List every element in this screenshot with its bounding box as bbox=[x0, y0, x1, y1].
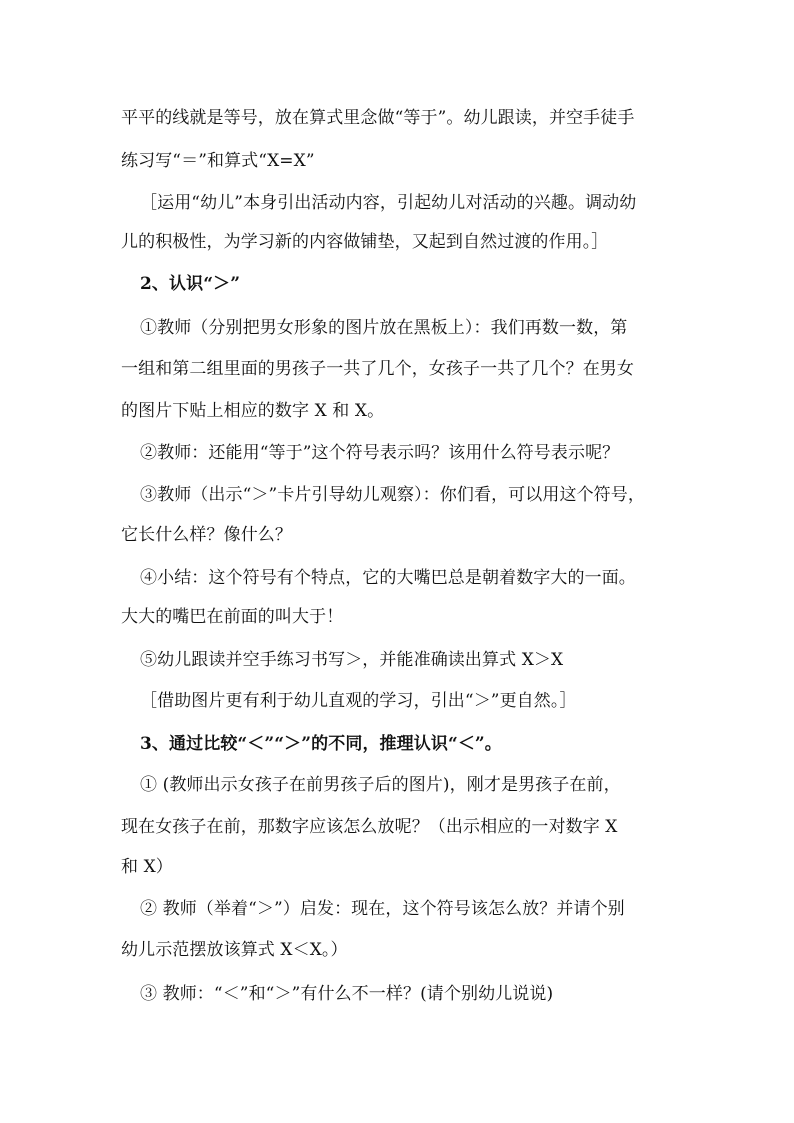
paragraph-line-1: 平平的线就是等号，放在算式里念做“等于”。幼儿跟读，并空手徒手 bbox=[121, 108, 635, 128]
step-4-line-1: ④小结：这个符号有个特点，它的大嘴巴总是朝着数字大的一面。 bbox=[140, 568, 636, 588]
step-5-line-1: ⑤幼儿跟读并空手练习书写＞，并能准确读出算式 X＞X bbox=[140, 650, 564, 670]
annotation-line-1: ［运用“幼儿”本身引出活动内容，引起幼儿对活动的兴趣。调动幼 bbox=[140, 193, 637, 213]
step-4-line-2: 大大的嘴巴在前面的叫大于！ bbox=[121, 607, 344, 627]
step-1-line-3: 的图片下贴上相应的数字 X 和 X。 bbox=[121, 401, 385, 421]
annotation-line-3: ［借助图片更有利于幼儿直观的学习，引出“＞”更自然。］ bbox=[140, 691, 577, 711]
paragraph-line-2: 练习写“＝”和算式“X=X” bbox=[121, 151, 315, 171]
step-3-3-line-1: ③ 教师：“＜”和“＞”有什么不一样？(请个别幼儿说说) bbox=[140, 984, 554, 1004]
step-1-line-1: ①教师（分别把男女形象的图片放在黑板上）：我们再数一数，第 bbox=[140, 318, 628, 338]
step-3-2-line-2: 幼儿示范摆放该算式 X＜X。） bbox=[121, 940, 348, 960]
step-3-1-line-2: 现在女孩子在前，那数字应该怎么放呢？（出示相应的一对数字 X bbox=[121, 817, 618, 837]
section-heading-2: 2、认识“＞” bbox=[140, 274, 241, 294]
step-3-1-line-1: ① (教师出示女孩子在前男孩子后的图片)，刚才是男孩子在前， bbox=[140, 775, 621, 795]
annotation-line-2: 儿的积极性，为学习新的内容做铺垫，又起到自然过渡的作用。］ bbox=[121, 232, 609, 252]
step-2-line-1: ②教师：还能用“等于”这个符号表示吗？该用什么符号表示呢？ bbox=[140, 443, 620, 463]
step-3-line-1: ③教师（出示“＞”卡片引导幼儿观察）：你们看，可以用这个符号， bbox=[140, 485, 645, 505]
step-1-line-2: 一组和第二组里面的男孩子一共了几个，女孩子一共了几个？在男女 bbox=[121, 359, 634, 379]
step-3-line-2: 它长什么样？像什么？ bbox=[121, 525, 292, 545]
step-3-1-line-3: 和 X） bbox=[121, 857, 173, 877]
step-3-2-line-1: ② 教师（举着“＞”）启发：现在，这个符号该怎么放？并请个别 bbox=[140, 899, 625, 919]
section-heading-3: 3、通过比较“＜”“＞”的不同，推理认识“＜”。 bbox=[140, 734, 502, 754]
